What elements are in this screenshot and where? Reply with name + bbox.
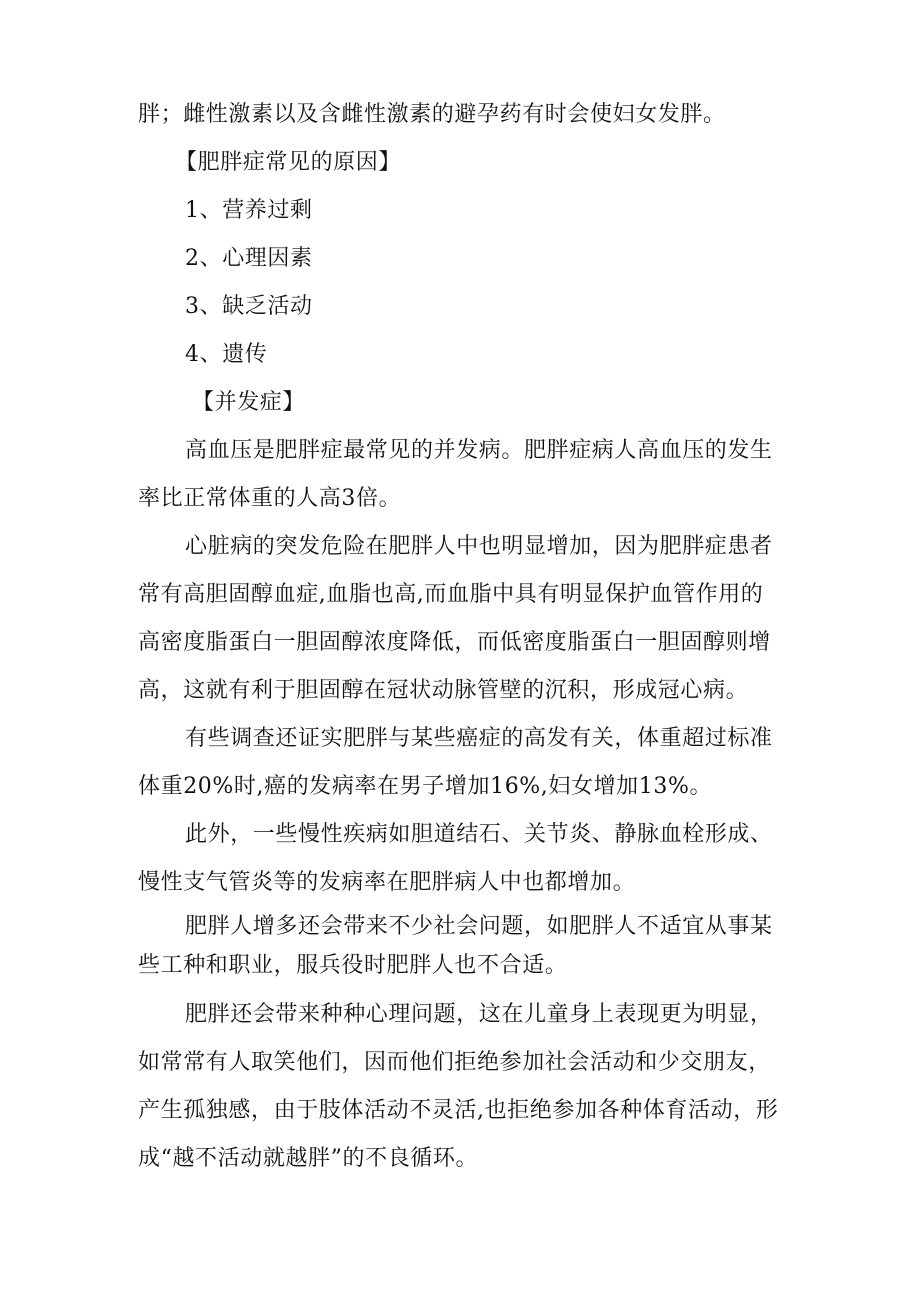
paragraph-line: 高血压是肥胖症最常见的并发病。肥胖症病人高血压的发生 xyxy=(185,438,773,463)
paragraph-line: 肥胖人增多还会带来不少社会问题，如肥胖人不适宜从事某 xyxy=(185,914,773,939)
paragraph-line: 些工种和职业，服兵役时肥胖人也不合适。 xyxy=(138,953,568,978)
section-heading-causes: 【肥胖症常见的原因】 xyxy=(175,150,402,175)
paragraph-line: 率比正常体重的人高3倍。 xyxy=(138,486,402,511)
list-item: 3、缺乏活动 xyxy=(185,294,313,319)
paragraph-line: 有些调查还证实肥胖与某些癌症的高发有关，体重超过标准 xyxy=(185,726,773,751)
text-line: 胖；雌性激素以及含雌性激素的避孕药有时会使妇女发胖。 xyxy=(138,102,726,127)
paragraph-line: 高，这就有利于胆固醇在冠状动脉管壁的沉积，形成冠心病。 xyxy=(138,678,749,703)
list-item: 1、营养过剩 xyxy=(185,198,313,223)
paragraph-line: 慢性支气管炎等的发病率在肥胖病人中也都增加。 xyxy=(138,870,636,895)
paragraph-line: 产生孤独感，由于肢体活动不灵活,也拒绝参加各种体育活动，形 xyxy=(138,1098,779,1123)
paragraph-line: 体重20%时,癌的发病率在男子增加16%,妇女增加13%。 xyxy=(138,774,713,799)
paragraph-line: 此外，一些慢性疾病如胆道结石、关节炎、静脉血栓形成、 xyxy=(185,822,773,847)
paragraph-line: 高密度脂蛋白一胆固醇浓度降低，而低密度脂蛋白一胆固醇则增 xyxy=(138,630,771,655)
list-item: 2、心理因素 xyxy=(185,246,313,271)
paragraph-line: 成“越不活动就越胖”的不良循环。 xyxy=(138,1146,479,1171)
paragraph-line: 如常常有人取笑他们，因而他们拒绝参加社会活动和少交朋友， xyxy=(138,1050,771,1075)
paragraph-line: 常有高胆固醇血症,血脂也高,而血脂中具有明显保护血管作用的 xyxy=(138,582,764,607)
paragraph-line: 肥胖还会带来种种心理问题，这在儿童身上表现更为明显， xyxy=(185,1002,773,1027)
list-item: 4、遗传 xyxy=(185,342,268,367)
paragraph-line: 心脏病的突发危险在肥胖人中也明显增加，因为肥胖症患者 xyxy=(185,534,773,559)
section-heading-complications: 【并发症】 xyxy=(192,390,306,415)
